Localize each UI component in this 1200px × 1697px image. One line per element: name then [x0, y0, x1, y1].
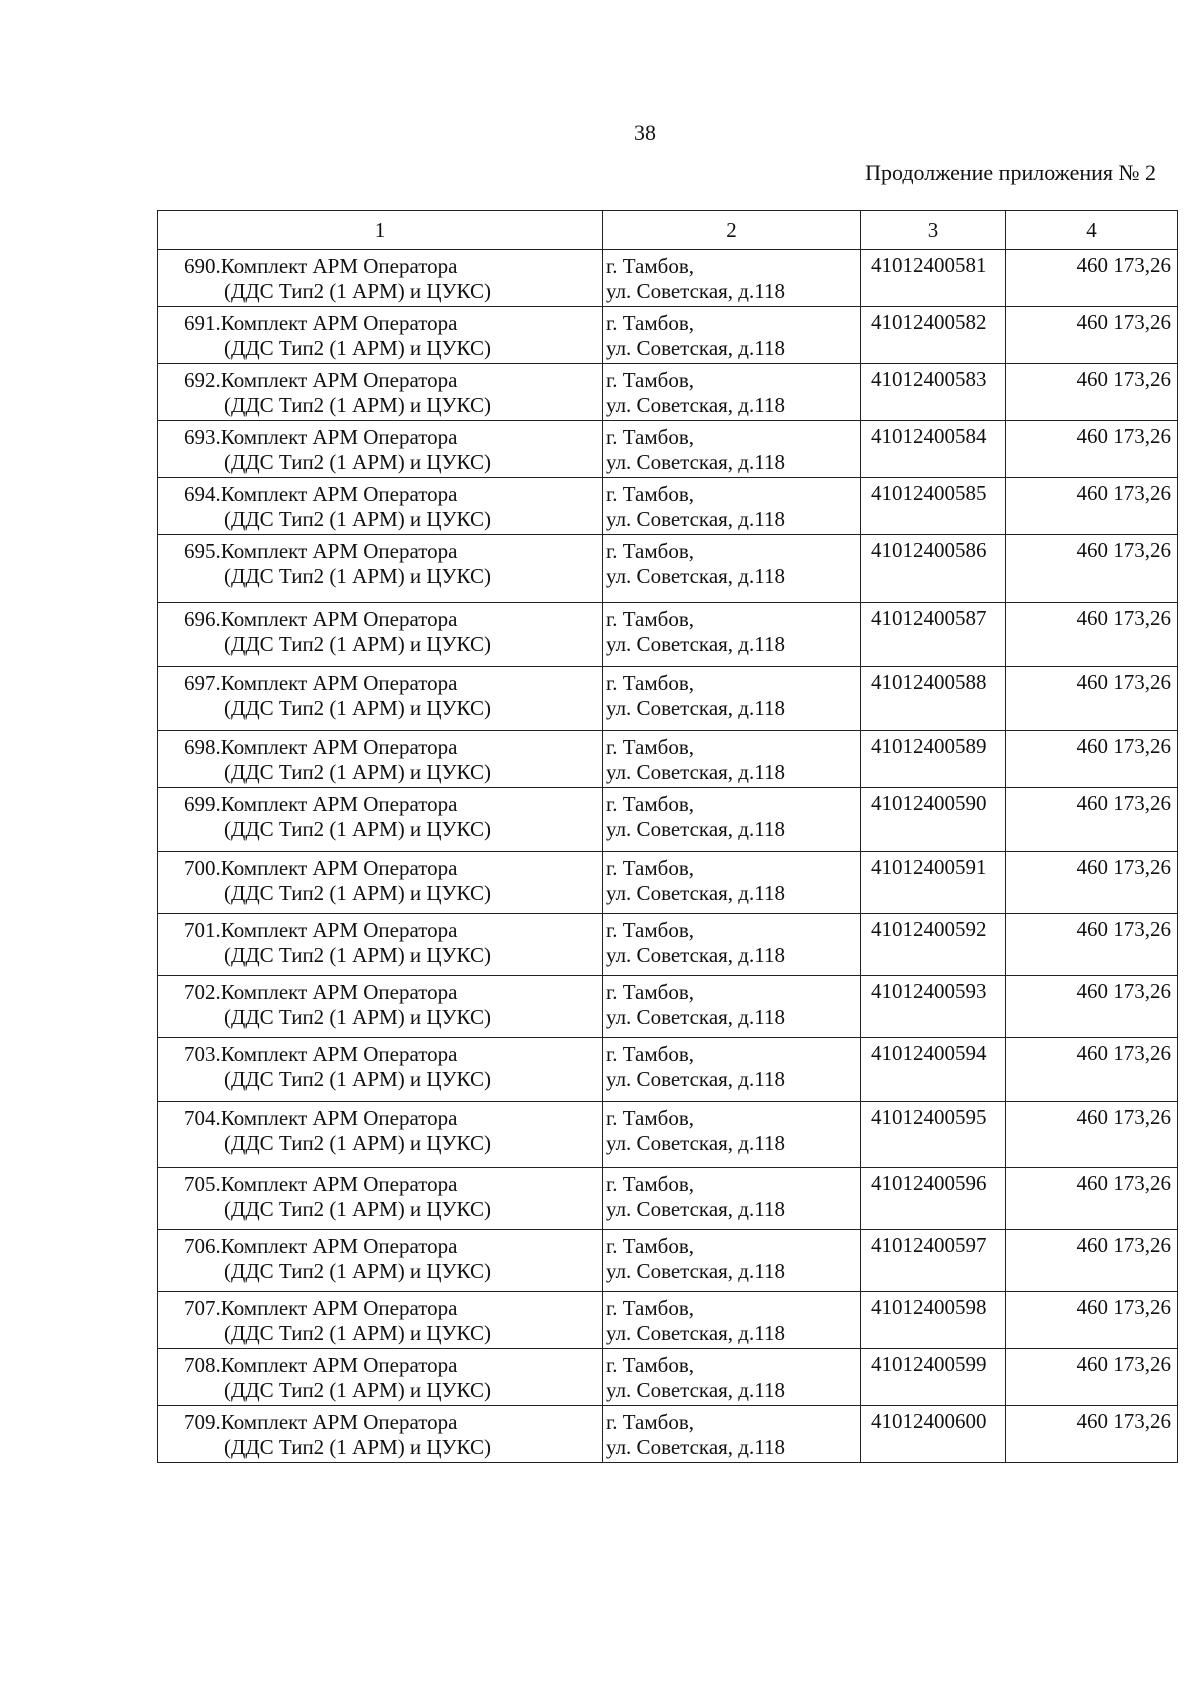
- item-subtitle: (ДДС Тип2 (1 АРМ) и ЦУКС): [224, 393, 491, 417]
- item-name-cell: [158, 1349, 603, 1406]
- item-subtitle: (ДДС Тип2 (1 АРМ) и ЦУКС): [224, 1131, 491, 1155]
- item-subtitle: (ДДС Тип2 (1 АРМ) и ЦУКС): [224, 760, 491, 784]
- item-name-cell: [158, 1168, 603, 1230]
- item-name-cell: [158, 1406, 603, 1463]
- item-subtitle: (ДДС Тип2 (1 АРМ) и ЦУКС): [224, 1197, 491, 1221]
- table-row: [158, 250, 1178, 307]
- address-cell: [603, 364, 861, 421]
- item-number: 700.: [184, 856, 221, 880]
- item-title: Комплект АРМ Оператора: [220, 856, 458, 880]
- item-name-line: [184, 1296, 598, 1321]
- address-street: ул. Советская, д.118: [606, 1378, 785, 1402]
- address-city: г. Тамбов,: [606, 980, 695, 1004]
- item-name-cell: [158, 976, 603, 1038]
- inventory-number-cell: 41012400589: [861, 731, 1006, 788]
- address-street: ул. Советская, д.118: [606, 696, 785, 720]
- item-number: 692.: [184, 368, 221, 392]
- cost-cell: 460 173,26: [1006, 1230, 1178, 1292]
- address-street: ул. Советская, д.118: [606, 760, 785, 784]
- cost-cell: 460 173,26: [1006, 364, 1178, 421]
- table-row: [158, 667, 1178, 731]
- table-row: [158, 914, 1178, 976]
- address-cell: [603, 535, 861, 603]
- table-body: [158, 250, 1178, 1463]
- item-title: Комплект АРМ Оператора: [220, 1106, 458, 1130]
- item-name-line: [184, 607, 598, 632]
- item-subtitle: (ДДС Тип2 (1 АРМ) и ЦУКС): [224, 336, 491, 360]
- address-street: ул. Советская, д.118: [606, 393, 785, 417]
- item-number: 702.: [184, 980, 221, 1004]
- continuation-label: Продолжение приложения № 2: [865, 160, 1156, 185]
- address-cell: [603, 250, 861, 307]
- cost-cell: 460 173,26: [1006, 1102, 1178, 1168]
- item-subtitle: (ДДС Тип2 (1 АРМ) и ЦУКС): [224, 1067, 491, 1091]
- item-name-line: [184, 368, 598, 393]
- address-street: ул. Советская, д.118: [606, 279, 785, 303]
- item-number: 706.: [184, 1234, 221, 1258]
- address-city: г. Тамбов,: [606, 1106, 695, 1130]
- address-city: г. Тамбов,: [606, 735, 695, 759]
- inventory-number-cell: 41012400592: [861, 914, 1006, 976]
- inventory-number-cell: 41012400585: [861, 478, 1006, 535]
- item-subtitle: (ДДС Тип2 (1 АРМ) и ЦУКС): [224, 450, 491, 474]
- item-name-line: [184, 671, 598, 696]
- address-cell: [603, 421, 861, 478]
- item-title: Комплект АРМ Оператора: [220, 311, 458, 335]
- item-name-line: [184, 1234, 598, 1259]
- item-name-cell: [158, 788, 603, 852]
- item-name-line: [184, 254, 598, 279]
- item-number: 694.: [184, 482, 221, 506]
- item-number: 701.: [184, 918, 221, 942]
- item-subtitle: (ДДС Тип2 (1 АРМ) и ЦУКС): [224, 1435, 491, 1459]
- address-cell: [603, 1102, 861, 1168]
- table-row: [158, 976, 1178, 1038]
- item-title: Комплект АРМ Оператора: [220, 980, 458, 1004]
- table-row: [158, 1349, 1178, 1406]
- cost-cell: 460 173,26: [1006, 1038, 1178, 1102]
- inventory-number-cell: 41012400593: [861, 976, 1006, 1038]
- table-row: [158, 1406, 1178, 1463]
- item-subtitle: (ДДС Тип2 (1 АРМ) и ЦУКС): [224, 1378, 491, 1402]
- item-number: 709.: [184, 1410, 221, 1434]
- inventory-number-cell: 41012400588: [861, 667, 1006, 731]
- item-title: Комплект АРМ Оператора: [220, 671, 458, 695]
- item-name-cell: [158, 535, 603, 603]
- item-subtitle: (ДДС Тип2 (1 АРМ) и ЦУКС): [224, 564, 491, 588]
- inventory-number-cell: 41012400590: [861, 788, 1006, 852]
- column-header: 2: [603, 211, 861, 250]
- item-number: 695.: [184, 539, 221, 563]
- table-row: [158, 307, 1178, 364]
- item-name-cell: [158, 914, 603, 976]
- address-street: ул. Советская, д.118: [606, 1435, 785, 1459]
- item-name-line: [184, 980, 598, 1005]
- item-name-cell: [158, 603, 603, 667]
- address-cell: [603, 976, 861, 1038]
- inventory-number-cell: 41012400583: [861, 364, 1006, 421]
- address-street: ул. Советская, д.118: [606, 1259, 785, 1283]
- item-number: 707.: [184, 1296, 221, 1320]
- item-title: Комплект АРМ Оператора: [220, 539, 458, 563]
- address-street: ул. Советская, д.118: [606, 1067, 785, 1091]
- cost-cell: 460 173,26: [1006, 421, 1178, 478]
- inventory-number-cell: 41012400584: [861, 421, 1006, 478]
- item-subtitle: (ДДС Тип2 (1 АРМ) и ЦУКС): [224, 881, 491, 905]
- inventory-number-cell: 41012400587: [861, 603, 1006, 667]
- item-name-cell: [158, 1038, 603, 1102]
- inventory-number-cell: 41012400600: [861, 1406, 1006, 1463]
- item-name-cell: [158, 852, 603, 914]
- cost-cell: 460 173,26: [1006, 788, 1178, 852]
- item-name-line: [184, 1042, 598, 1067]
- item-subtitle: (ДДС Тип2 (1 АРМ) и ЦУКС): [224, 696, 491, 720]
- address-city: г. Тамбов,: [606, 792, 695, 816]
- table-row: [158, 1292, 1178, 1349]
- item-number: 693.: [184, 425, 221, 449]
- item-title: Комплект АРМ Оператора: [220, 918, 458, 942]
- column-header: 4: [1006, 211, 1178, 250]
- inventory-number-cell: 41012400594: [861, 1038, 1006, 1102]
- inventory-number-cell: 41012400595: [861, 1102, 1006, 1168]
- item-title: Комплект АРМ Оператора: [220, 254, 458, 278]
- table-row: [158, 478, 1178, 535]
- item-name-line: [184, 918, 598, 943]
- item-title: Комплект АРМ Оператора: [220, 1042, 458, 1066]
- address-city: г. Тамбов,: [606, 1234, 695, 1258]
- address-street: ул. Советская, д.118: [606, 336, 785, 360]
- cost-cell: 460 173,26: [1006, 914, 1178, 976]
- address-city: г. Тамбов,: [606, 311, 695, 335]
- page-number: 38: [634, 120, 656, 145]
- item-title: Комплект АРМ Оператора: [220, 482, 458, 506]
- table-row: [158, 852, 1178, 914]
- item-name-cell: [158, 1230, 603, 1292]
- item-number: 703.: [184, 1042, 221, 1066]
- address-city: г. Тамбов,: [606, 1042, 695, 1066]
- item-subtitle: (ДДС Тип2 (1 АРМ) и ЦУКС): [224, 1321, 491, 1345]
- item-title: Комплект АРМ Оператора: [220, 425, 458, 449]
- item-name-cell: [158, 1292, 603, 1349]
- item-name-line: [184, 311, 598, 336]
- cost-cell: 460 173,26: [1006, 1168, 1178, 1230]
- address-street: ул. Советская, д.118: [606, 1005, 785, 1029]
- inventory-number-cell: 41012400591: [861, 852, 1006, 914]
- address-cell: [603, 1230, 861, 1292]
- table-row: [158, 603, 1178, 667]
- item-name-cell: [158, 364, 603, 421]
- item-title: Комплект АРМ Оператора: [220, 1353, 458, 1377]
- address-cell: [603, 307, 861, 364]
- address-city: г. Тамбов,: [606, 1172, 695, 1196]
- item-title: Комплект АРМ Оператора: [220, 1234, 458, 1258]
- item-name-line: [184, 1106, 598, 1131]
- item-number: 704.: [184, 1106, 221, 1130]
- cost-cell: 460 173,26: [1006, 852, 1178, 914]
- column-header: 1: [158, 211, 603, 250]
- table-row: [158, 1168, 1178, 1230]
- cost-cell: 460 173,26: [1006, 603, 1178, 667]
- cost-cell: 460 173,26: [1006, 1292, 1178, 1349]
- item-name-line: [184, 425, 598, 450]
- address-street: ул. Советская, д.118: [606, 881, 785, 905]
- address-street: ул. Советская, д.118: [606, 450, 785, 474]
- item-number: 696.: [184, 607, 221, 631]
- address-cell: [603, 788, 861, 852]
- cost-cell: 460 173,26: [1006, 731, 1178, 788]
- address-city: г. Тамбов,: [606, 1296, 695, 1320]
- address-city: г. Тамбов,: [606, 607, 695, 631]
- table-row: [158, 1038, 1178, 1102]
- cost-cell: 460 173,26: [1006, 976, 1178, 1038]
- address-city: г. Тамбов,: [606, 425, 695, 449]
- item-title: Комплект АРМ Оператора: [220, 1410, 458, 1434]
- column-header: 3: [861, 211, 1006, 250]
- address-city: г. Тамбов,: [606, 918, 695, 942]
- address-city: г. Тамбов,: [606, 671, 695, 695]
- address-cell: [603, 1292, 861, 1349]
- table-row: [158, 364, 1178, 421]
- inventory-number-cell: 41012400597: [861, 1230, 1006, 1292]
- address-city: г. Тамбов,: [606, 368, 695, 392]
- cost-cell: 460 173,26: [1006, 667, 1178, 731]
- address-street: ул. Советская, д.118: [606, 817, 785, 841]
- address-cell: [603, 1168, 861, 1230]
- item-subtitle: (ДДС Тип2 (1 АРМ) и ЦУКС): [224, 943, 491, 967]
- inventory-table: [157, 210, 1178, 1463]
- item-title: Комплект АРМ Оператора: [220, 792, 458, 816]
- address-street: ул. Советская, д.118: [606, 632, 785, 656]
- cost-cell: 460 173,26: [1006, 307, 1178, 364]
- cost-cell: 460 173,26: [1006, 478, 1178, 535]
- address-cell: [603, 914, 861, 976]
- item-number: 691.: [184, 311, 221, 335]
- item-title: Комплект АРМ Оператора: [220, 368, 458, 392]
- address-street: ул. Советская, д.118: [606, 1197, 785, 1221]
- item-name-cell: [158, 1102, 603, 1168]
- address-cell: [603, 731, 861, 788]
- address-cell: [603, 1349, 861, 1406]
- item-subtitle: (ДДС Тип2 (1 АРМ) и ЦУКС): [224, 1005, 491, 1029]
- table-row: [158, 1102, 1178, 1168]
- item-title: Комплект АРМ Оператора: [220, 1296, 458, 1320]
- item-name-cell: [158, 478, 603, 535]
- item-number: 705.: [184, 1172, 221, 1196]
- item-subtitle: (ДДС Тип2 (1 АРМ) и ЦУКС): [224, 1259, 491, 1283]
- inventory-number-cell: 41012400598: [861, 1292, 1006, 1349]
- item-title: Комплект АРМ Оператора: [220, 1172, 458, 1196]
- item-number: 699.: [184, 792, 221, 816]
- cost-cell: 460 173,26: [1006, 1349, 1178, 1406]
- address-street: ул. Советская, д.118: [606, 507, 785, 531]
- address-cell: [603, 667, 861, 731]
- address-cell: [603, 852, 861, 914]
- table-row: [158, 1230, 1178, 1292]
- item-name-cell: [158, 667, 603, 731]
- cost-cell: 460 173,26: [1006, 250, 1178, 307]
- address-city: г. Тамбов,: [606, 1410, 695, 1434]
- item-name-cell: [158, 250, 603, 307]
- item-number: 708.: [184, 1353, 221, 1377]
- item-number: 690.: [184, 254, 221, 278]
- table-row: [158, 421, 1178, 478]
- table-row: [158, 535, 1178, 603]
- item-number: 697.: [184, 671, 221, 695]
- item-name-line: [184, 482, 598, 507]
- address-city: г. Тамбов,: [606, 856, 695, 880]
- item-name-line: [184, 792, 598, 817]
- cost-cell: 460 173,26: [1006, 535, 1178, 603]
- inventory-number-cell: 41012400599: [861, 1349, 1006, 1406]
- address-street: ул. Советская, д.118: [606, 1131, 785, 1155]
- inventory-number-cell: 41012400581: [861, 250, 1006, 307]
- address-cell: [603, 1406, 861, 1463]
- item-name-line: [184, 1172, 598, 1197]
- inventory-number-cell: 41012400596: [861, 1168, 1006, 1230]
- item-name-cell: [158, 731, 603, 788]
- item-name-cell: [158, 421, 603, 478]
- address-cell: [603, 478, 861, 535]
- address-city: г. Тамбов,: [606, 254, 695, 278]
- item-name-line: [184, 735, 598, 760]
- address-cell: [603, 1038, 861, 1102]
- address-city: г. Тамбов,: [606, 1353, 695, 1377]
- inventory-number-cell: 41012400582: [861, 307, 1006, 364]
- table-row: [158, 788, 1178, 852]
- item-name-cell: [158, 307, 603, 364]
- address-city: г. Тамбов,: [606, 482, 695, 506]
- item-title: Комплект АРМ Оператора: [220, 735, 458, 759]
- item-name-line: [184, 1353, 598, 1378]
- inventory-number-cell: 41012400586: [861, 535, 1006, 603]
- item-number: 698.: [184, 735, 221, 759]
- address-street: ул. Советская, д.118: [606, 943, 785, 967]
- address-street: ул. Советская, д.118: [606, 1321, 785, 1345]
- item-name-line: [184, 539, 598, 564]
- table-header-row: [158, 211, 1178, 250]
- item-subtitle: (ДДС Тип2 (1 АРМ) и ЦУКС): [224, 817, 491, 841]
- item-subtitle: (ДДС Тип2 (1 АРМ) и ЦУКС): [224, 279, 491, 303]
- item-subtitle: (ДДС Тип2 (1 АРМ) и ЦУКС): [224, 507, 491, 531]
- address-street: ул. Советская, д.118: [606, 564, 785, 588]
- item-title: Комплект АРМ Оператора: [220, 607, 458, 631]
- address-city: г. Тамбов,: [606, 539, 695, 563]
- item-subtitle: (ДДС Тип2 (1 АРМ) и ЦУКС): [224, 632, 491, 656]
- item-name-line: [184, 1410, 598, 1435]
- item-name-line: [184, 856, 598, 881]
- cost-cell: 460 173,26: [1006, 1406, 1178, 1463]
- table-row: [158, 731, 1178, 788]
- address-cell: [603, 603, 861, 667]
